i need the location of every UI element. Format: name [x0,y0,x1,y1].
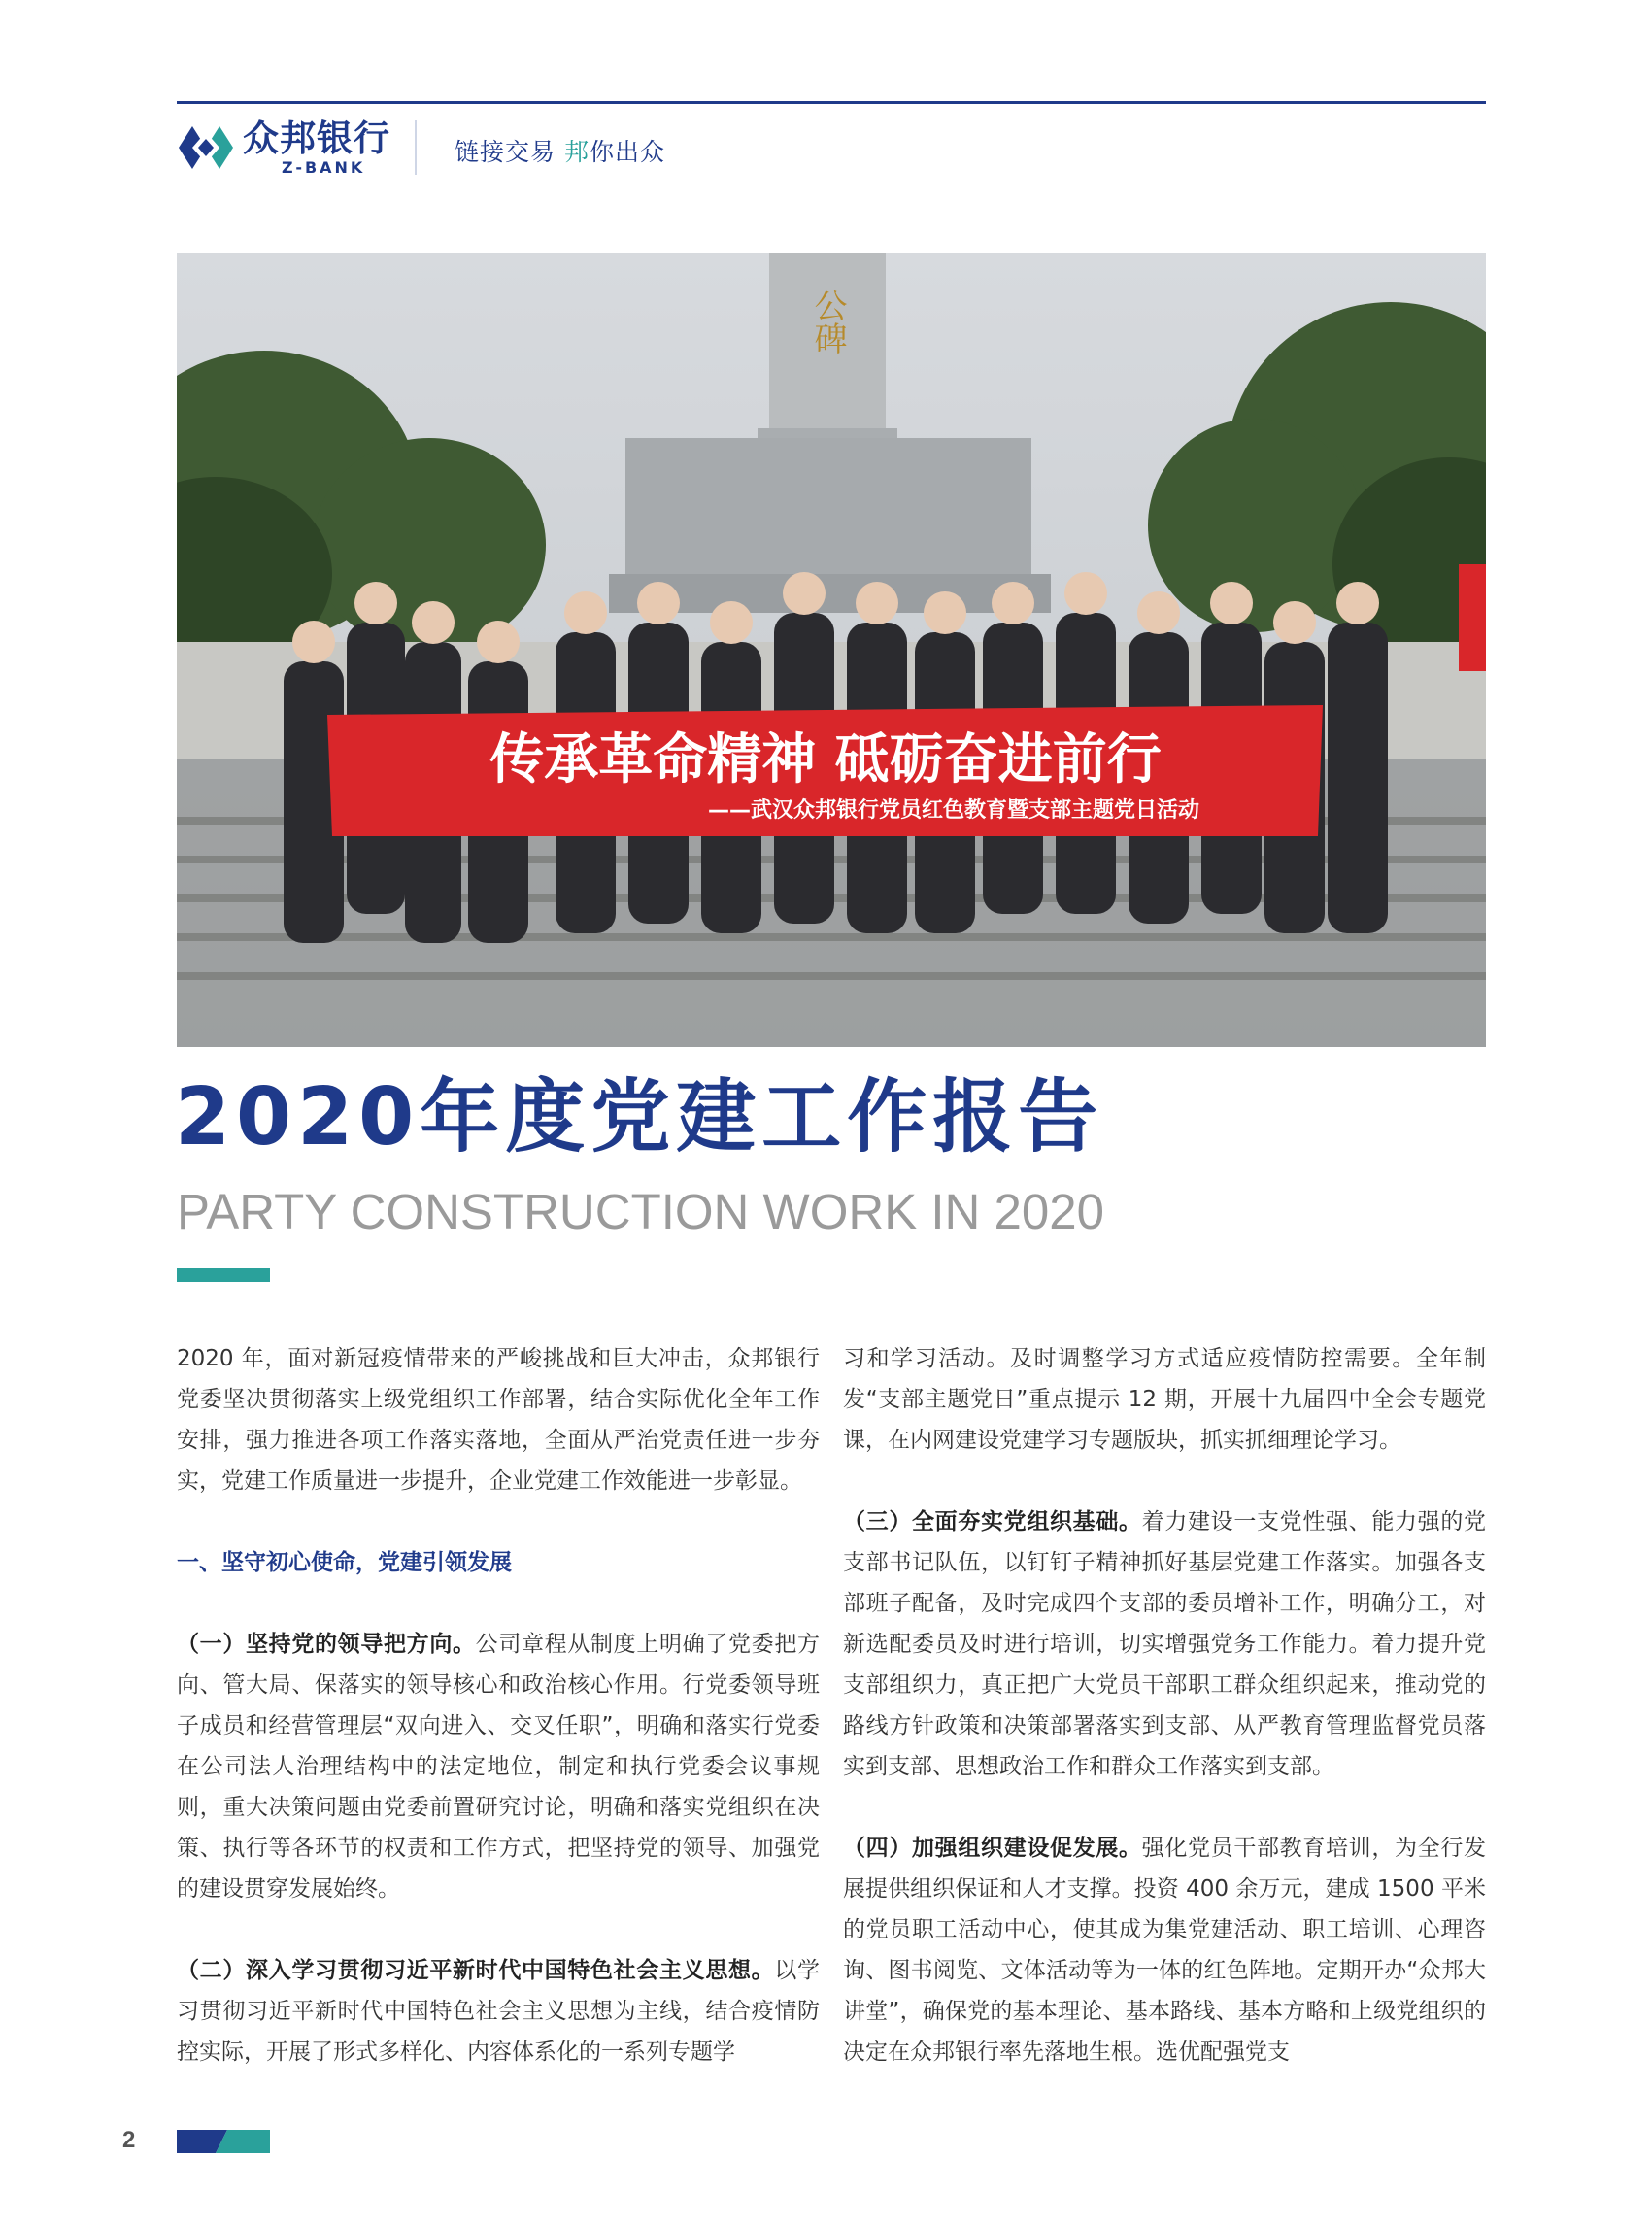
intro-paragraph: 2020 年，面对新冠疫情带来的严峻挑战和巨大冲击，众邦银行党委坚决贯彻落实上级党组织工作部署，结合实际优化全年工作安排，强力推进各项工作落实落地，全面从严治党责任进一步夯实，党建工作质量进一步提升，企业党建工作效能进一步彰显。 [177,1346,820,1494]
banner-main-text: 传承革命精神 砥砺奋进前行 [489,728,1162,792]
zbank-logo-icon [175,118,237,177]
group-photo [177,253,1486,1047]
banner-sub-text: ——武汉众邦银行党员红色教育暨支部主题党日活动 [707,798,1200,823]
paragraph-4 [843,1828,1486,2073]
paragraph-1-lead: （一）坚持党的领导把方向。 [177,1632,476,1657]
logo-chinese-name: 众邦银行 [243,117,390,159]
right-column [843,1338,1486,2113]
left-column [177,1338,820,2113]
paragraph-2-continued: 习和学习活动。及时调整学习方式适应疫情防控需要。全年制发“支部主题党日”重点提示 12 期，开展十九届四中全会专题党课，在内网建设党建学习专题版块，抓实抓细理论学习。 [843,1346,1486,1453]
monument-inscription: 公碑 [808,288,847,354]
header-top-rule [177,101,1486,104]
report-title: 2020年度党建工作报告 [175,1071,1104,1163]
paragraph-4-lead: （四）加强组织建设促发展。 [843,1836,1142,1861]
paragraph-2-body: 以学习贯彻习近平新时代中国特色社会主义思想为主线，结合疫情防控实际，开展了形式多样化、内容体系化的一系列专题学 [177,1958,821,2065]
logo-english-name: Z-BANK [282,157,366,177]
paragraph-3-body: 着力建设一支党性强、能力强的党支部书记队伍，以钉钉子精神抓好基层党建工作落实。加强各支部班子配备，及时完成四个支部的委员增补工作，明确分工，对新选配委员及时进行培训，切实增强党务工作能力。着力提升党支部组织力，真正把广大党员干部职工群众组织起来，推动党的路线方针政策和决策部署落实到支部、从严教育管理监督党员落实到支部、思想政治工作和群众工作落实到支部。 [843,1509,1487,1779]
paragraph-3-lead: （三）全面夯实党组织基础。 [843,1509,1142,1534]
page-number: 2 [122,2127,136,2153]
slogan [455,133,665,168]
paragraph-1 [177,1624,820,1909]
header-divider [415,120,417,175]
slogan-part1: 链接交易 [455,138,564,166]
paragraph-2-lead: （二）深入学习贯彻习近平新时代中国特色社会主义思想。 [177,1958,775,1983]
slogan-part2: 你出众 [589,138,665,166]
title-accent-bar [177,1268,270,1282]
paragraph-4-body: 强化党员干部教育培训，为全行发展提供组织保证和人才支撑。投资 400 余万元，建成 1500 平米的党员职工活动中心，使其成为集党建活动、职工培训、心理咨询、图书阅览、文体活动等为一体的红色阵地。定期开办“众邦大讲堂”，确保党的基本理论、基本路线、基本方略和上级党组织的决定在众邦银行率先落地生根。选优配强党支 [843,1836,1487,2065]
slogan-accent: 邦 [563,138,590,166]
footer-accent-bar [177,2130,270,2153]
report-subtitle: PARTY CONSTRUCTION WORK IN 2020 [177,1184,1105,1239]
paragraph-1-body: 公司章程从制度上明确了党委把方向、管大局、保落实的领导核心和政治核心作用。行党委领导班子成员和经营管理层“双向进入、交叉任职”，明确和落实行党委在公司法人治理结构中的法定地位，制定和执行党委会议事规则，重大决策问题由党委前置研究讨论，明确和落实党组织在决策、执行等各环节的权责和工作方式，把坚持党的领导、加强党的建设贯穿发展始终。 [177,1632,821,1902]
section-heading: 一、坚守初心使命，党建引领发展 [177,1550,512,1575]
paragraph-3 [843,1501,1486,1787]
paragraph-2 [177,1950,820,2073]
zbank-logo [175,118,390,177]
